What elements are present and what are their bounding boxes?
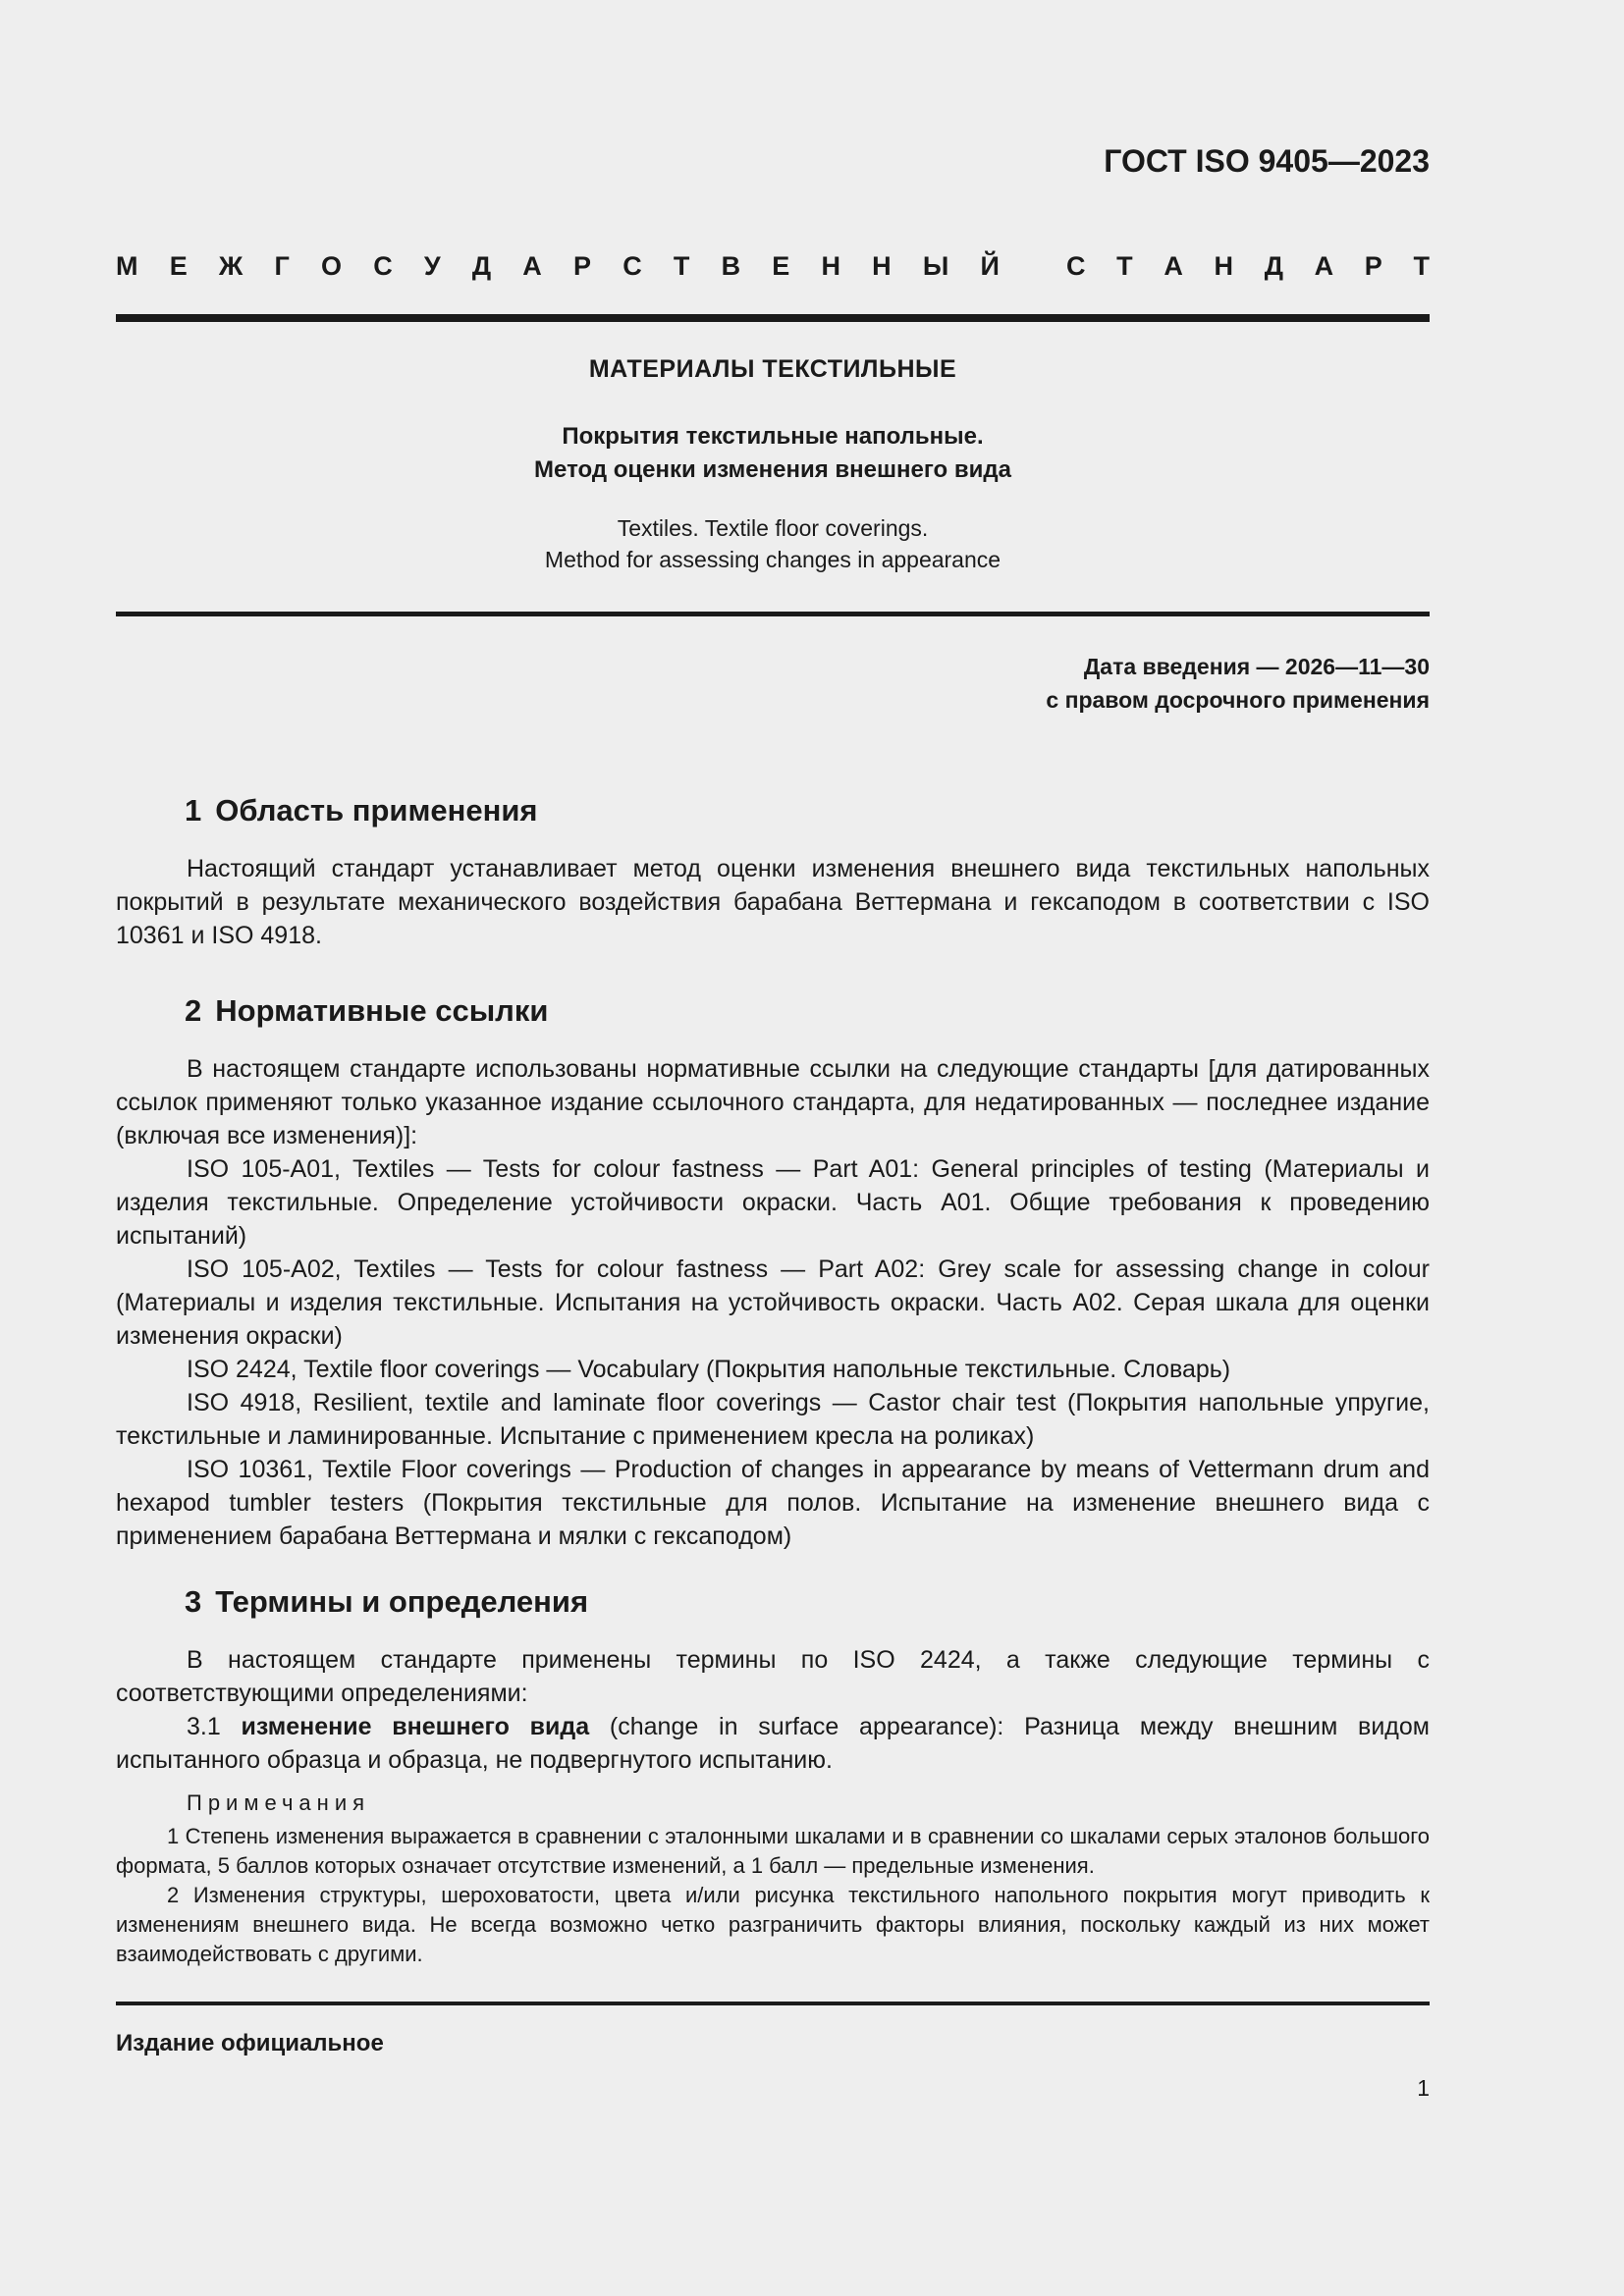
heading-letter: О (320, 251, 342, 281)
heading-letter: С (623, 251, 642, 281)
sub-title-line-1: Покрытия текстильные напольные. (562, 423, 984, 450)
official-edition-label: Издание официальное (116, 2030, 384, 2056)
heading-letter: Д (1264, 251, 1283, 281)
heading-letter: Р (1364, 251, 1382, 281)
heading-letter: А (522, 251, 542, 281)
sub-title-line-2: Метод оценки изменения внешнего вида (534, 456, 1011, 483)
heading-letter: Н (821, 251, 840, 281)
heading-letter: В (721, 251, 741, 281)
heading-letter: Т (1116, 251, 1133, 281)
early-application-line: с правом досрочного применения (1046, 687, 1430, 713)
section-2-number: 2 (185, 993, 202, 1028)
heading-letter: А (1314, 251, 1334, 281)
section-3-number: 3 (185, 1584, 202, 1619)
top-divider (116, 314, 1430, 322)
heading-letter: Е (169, 251, 188, 281)
heading-letter: М (116, 251, 138, 281)
section-1-number: 1 (185, 793, 202, 828)
section-1-title: Область применения (215, 793, 538, 828)
heading-letter: Т (673, 251, 690, 281)
reference-iso-10361: ISO 10361, Textile Floor coverings — Production of changes in appearance by means of Vettermann drum and hexapod tumbler testers (Покрытия текстильные для полов. Испытание на изменение внешнего вида с применением барабана Веттермана и мялки с гексаподом) (116, 1456, 1430, 1550)
heading-letter: Д (471, 251, 492, 281)
reference-iso-2424: ISO 2424, Textile floor coverings — Vocabulary (Покрытия напольные текстильные. Словарь) (187, 1356, 1231, 1383)
notes-label: Примечания (187, 1790, 371, 1815)
section-2-heading (185, 993, 548, 1029)
term-3-1 (116, 1710, 1430, 1777)
section-2-title: Нормативные ссылки (215, 993, 549, 1028)
heading-letter: Р (572, 251, 591, 281)
reference-iso-105-a01: ISO 105-A01, Textiles — Tests for colour fastness — Part A01: General principles of testing (Материалы и изделия текстильные. Определение устойчивости окраски. Часть А01. Общие требования к проведению испытаний) (116, 1155, 1430, 1250)
standard-type-word-1 (116, 251, 1000, 282)
heading-letter: Т (1413, 251, 1430, 281)
document-page (116, 0, 1430, 2296)
section-3-title: Термины и определения (215, 1584, 589, 1619)
note-2: 2 Изменения структуры, шероховатости, цвета и/или рисунка текстильного напольного покрытия могут приводить к изменениям внешнего вида. Не всегда возможно четко разграничить факторы влияния, поскольку каждый из них может взаимодействовать с другими. (116, 1883, 1430, 1966)
heading-letter: Г (274, 251, 290, 281)
heading-letter: Н (872, 251, 892, 281)
heading-letter: С (373, 251, 393, 281)
heading-letter: Ы (922, 251, 949, 281)
main-title: МАТЕРИАЛЫ ТЕКСТИЛЬНЫЕ (588, 355, 957, 383)
heading-letter: Н (1214, 251, 1234, 281)
heading-letter: А (1164, 251, 1183, 281)
reference-iso-4918: ISO 4918, Resilient, textile and laminate floor coverings — Castor chair test (Покрытия напольные упругие, текстильные и ламинированные. Испытание с применением кресла на роликах) (116, 1389, 1430, 1450)
title-divider (116, 612, 1430, 616)
english-title-line-2: Method for assessing changes in appearance (544, 547, 1001, 572)
heading-letter: Ж (218, 251, 244, 281)
section-2-intro: В настоящем стандарте использованы нормативные ссылки на следующие стандарты [для датированных ссылок применяют только указанное издание ссылочного стандарта, для недатированных — последнее издание (включая все изменения)]: (116, 1055, 1430, 1149)
standard-type-heading (116, 251, 1430, 282)
section-3-heading (185, 1584, 588, 1620)
footer-divider (116, 2002, 1430, 2005)
term-number: 3.1 (187, 1713, 221, 1740)
introduction-date-line: Дата введения — 2026—11—30 (1083, 654, 1430, 679)
term-name: изменение внешнего вида (241, 1713, 590, 1740)
section-1-text: Настоящий стандарт устанавливает метод оценки изменения внешнего вида текстильных напольных покрытий в результате механического воздействия барабана Веттермана и гексаподом в соответствии с ISO 10361 и ISO 4918. (116, 855, 1430, 949)
document-code: ГОСТ ISO 9405—2023 (1104, 143, 1430, 179)
english-title-line-1: Textiles. Textile floor coverings. (617, 515, 929, 541)
heading-letter: Е (772, 251, 790, 281)
heading-letter: Й (980, 251, 1000, 281)
heading-letter: У (423, 251, 441, 281)
section-1-heading (185, 793, 538, 828)
page-number: 1 (1417, 2075, 1430, 2101)
reference-iso-105-a02: ISO 105-A02, Textiles — Tests for colour fastness — Part A02: Grey scale for assessing change in colour (Материалы и изделия текстильные. Испытания на устойчивость окраски. Часть А02. Серая шкала для оценки изменения окраски) (116, 1255, 1430, 1350)
introduction-date (1046, 650, 1430, 717)
english-title (116, 512, 1430, 575)
term-definition: (change in surface appearance): Разница между внешним видом испытанного образца и образца, не подвергнутого испытанию. (116, 1713, 1430, 1774)
note-1: 1 Степень изменения выражается в сравнении с эталонными шкалами и в сравнении со шкалами серых эталонов большого формата, 5 баллов которых означает отсутствие изменений, а 1 балл — предельные изменения. (116, 1824, 1430, 1878)
heading-letter: С (1066, 251, 1086, 281)
section-3-intro: В настоящем стандарте применены термины по ISO 2424, а также следующие термины с соответствующими определениями: (116, 1646, 1430, 1707)
sub-title (116, 420, 1430, 487)
standard-type-word-2 (1066, 251, 1430, 282)
